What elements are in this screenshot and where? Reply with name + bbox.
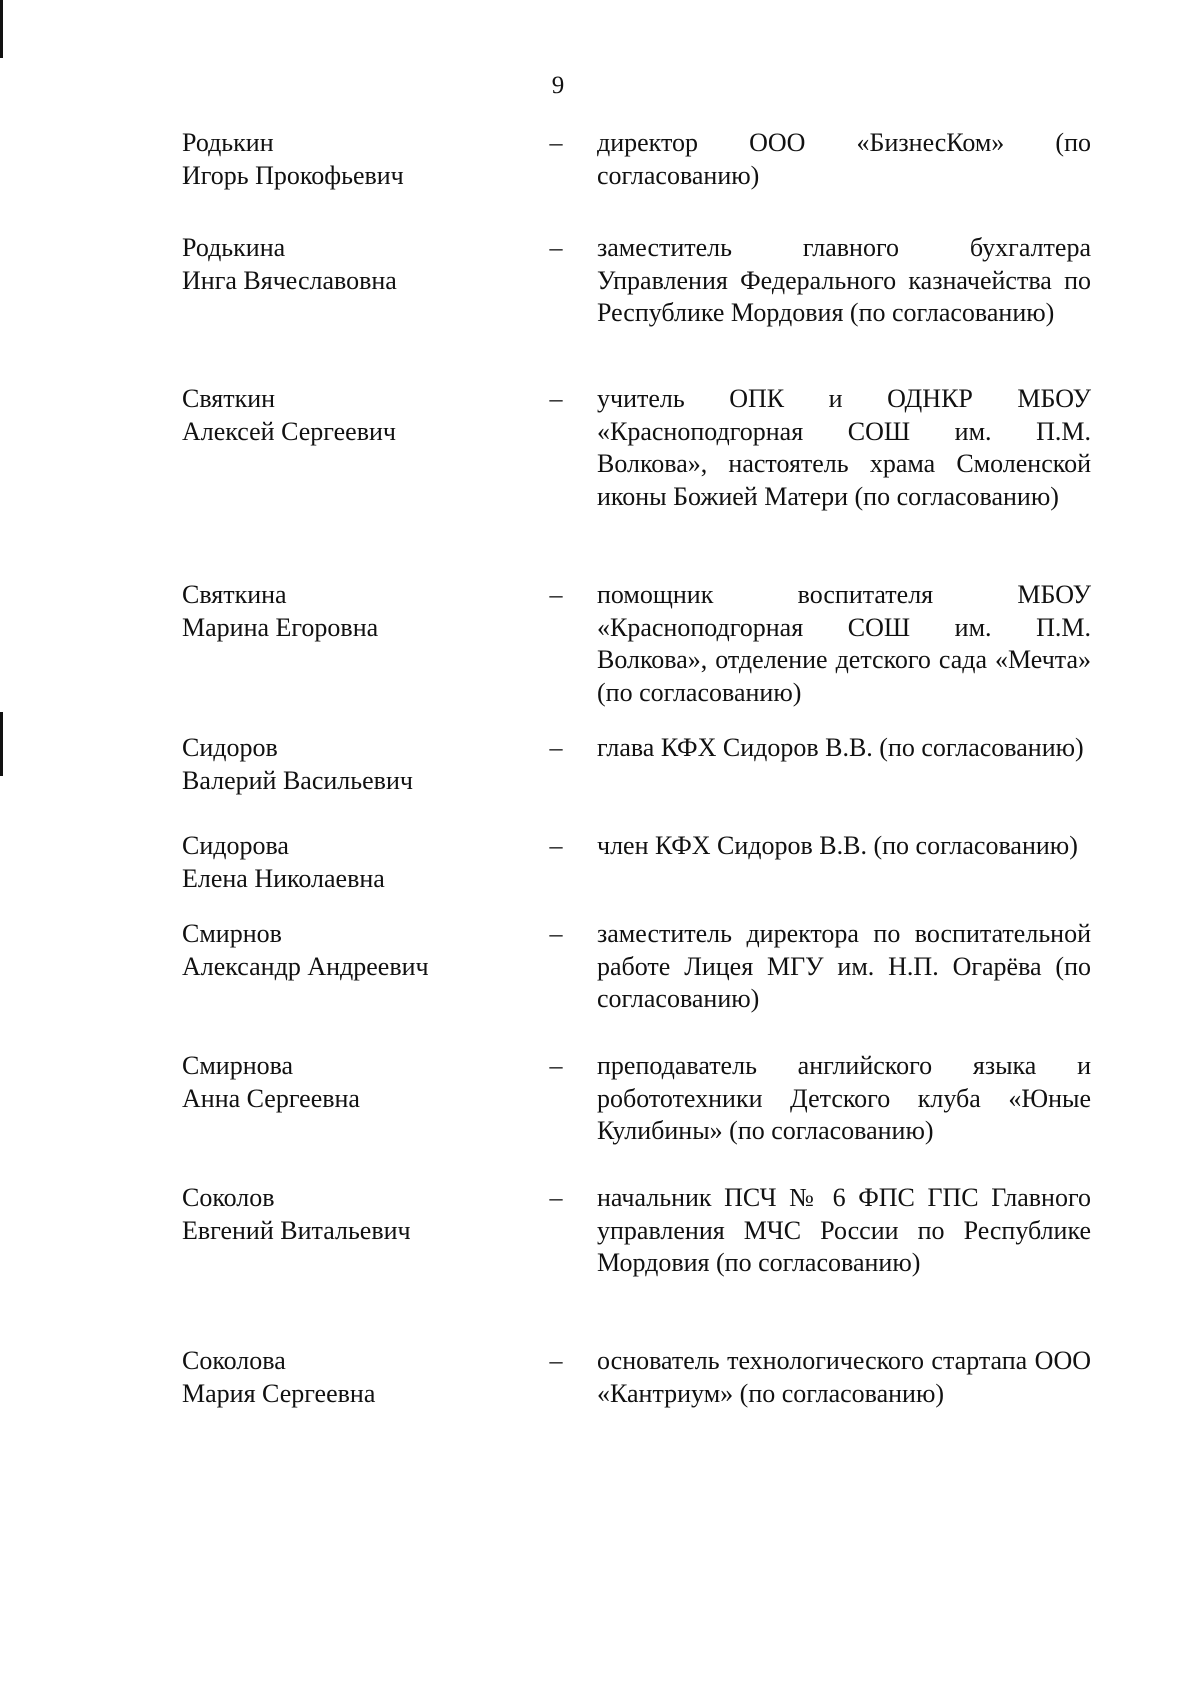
separator-dash: – [549,233,563,262]
member-given-name: Александр Андреевич [182,951,429,981]
member-given-name: Мария Сергеевна [182,1378,376,1408]
member-given-name: Анна Сергеевна [182,1083,360,1113]
member-role: учитель ОПК и ОДНКР МБОУ «Красноподгорная СОШ им. П.М. Волкова», настоятель храма Смоленской иконы Божией Матери (по согласованию) [597,384,1091,511]
member-name [182,918,512,983]
separator-dash: – [549,831,563,860]
separator-dash: – [549,580,563,609]
member-role: директор ООО «БизнесКом» (по согласованию) [597,128,1091,190]
member-surname: Соколов [182,1183,275,1212]
member-surname: Смирнов [182,919,282,948]
member-surname: Родькин [182,128,274,157]
member-name [182,383,512,448]
member-name [182,732,512,797]
scan-edge-mark-top [0,0,3,58]
member-role: заместитель директора по воспитательной работе Лицея МГУ им. Н.П. Огарёва (по согласованию) [597,919,1091,1013]
member-name [182,1345,512,1410]
member-given-name: Евгений Витальевич [182,1215,411,1245]
separator-dash: – [549,733,563,762]
separator-dash: – [549,128,563,157]
separator-dash: – [549,1051,563,1080]
separator-dash: – [549,1346,563,1375]
separator-dash: – [549,919,563,948]
member-given-name: Елена Николаевна [182,863,385,893]
member-role: член КФХ Сидоров В.В. (по согласованию) [597,831,1078,860]
separator-dash: – [549,1183,563,1212]
member-surname: Смирнова [182,1051,294,1080]
member-given-name: Алексей Сергеевич [182,416,396,446]
member-role: преподаватель английского языка и робототехники Детского клуба «Юные Кулибины» (по согласованию) [597,1051,1091,1145]
member-role: глава КФХ Сидоров В.В. (по согласованию) [597,733,1084,762]
member-given-name: Игорь Прокофьевич [182,160,404,190]
member-surname: Родькина [182,233,286,262]
member-name [182,1050,512,1115]
member-name [182,127,512,192]
member-name [182,232,512,297]
member-surname: Святкина [182,580,287,609]
member-name [182,830,512,895]
member-surname: Святкин [182,384,276,413]
scan-edge-mark-middle [0,712,3,776]
member-given-name: Марина Егоровна [182,612,379,642]
member-surname: Сидорова [182,831,289,860]
member-surname: Сидоров [182,733,278,762]
member-name [182,579,512,644]
member-role: начальник ПСЧ № 6 ФПС ГПС Главного управления МЧС России по Республике Мордовия (по согласованию) [597,1183,1091,1277]
member-surname: Соколова [182,1346,286,1375]
member-role: заместитель главного бухгалтера Управления Федерального казначейства по Республике Мордовия (по согласованию) [597,233,1091,327]
page-number: 9 [551,72,565,99]
member-role: основатель технологического стартапа ООО «Кантриум» (по согласованию) [597,1346,1091,1408]
member-given-name: Валерий Васильевич [182,765,413,795]
separator-dash: – [549,384,563,413]
member-role: помощник воспитателя МБОУ «Красноподгорная СОШ им. П.М. Волкова», отделение детского сада «Мечта» (по согласованию) [597,580,1091,707]
member-given-name: Инга Вячеславовна [182,265,397,295]
member-name [182,1182,512,1247]
